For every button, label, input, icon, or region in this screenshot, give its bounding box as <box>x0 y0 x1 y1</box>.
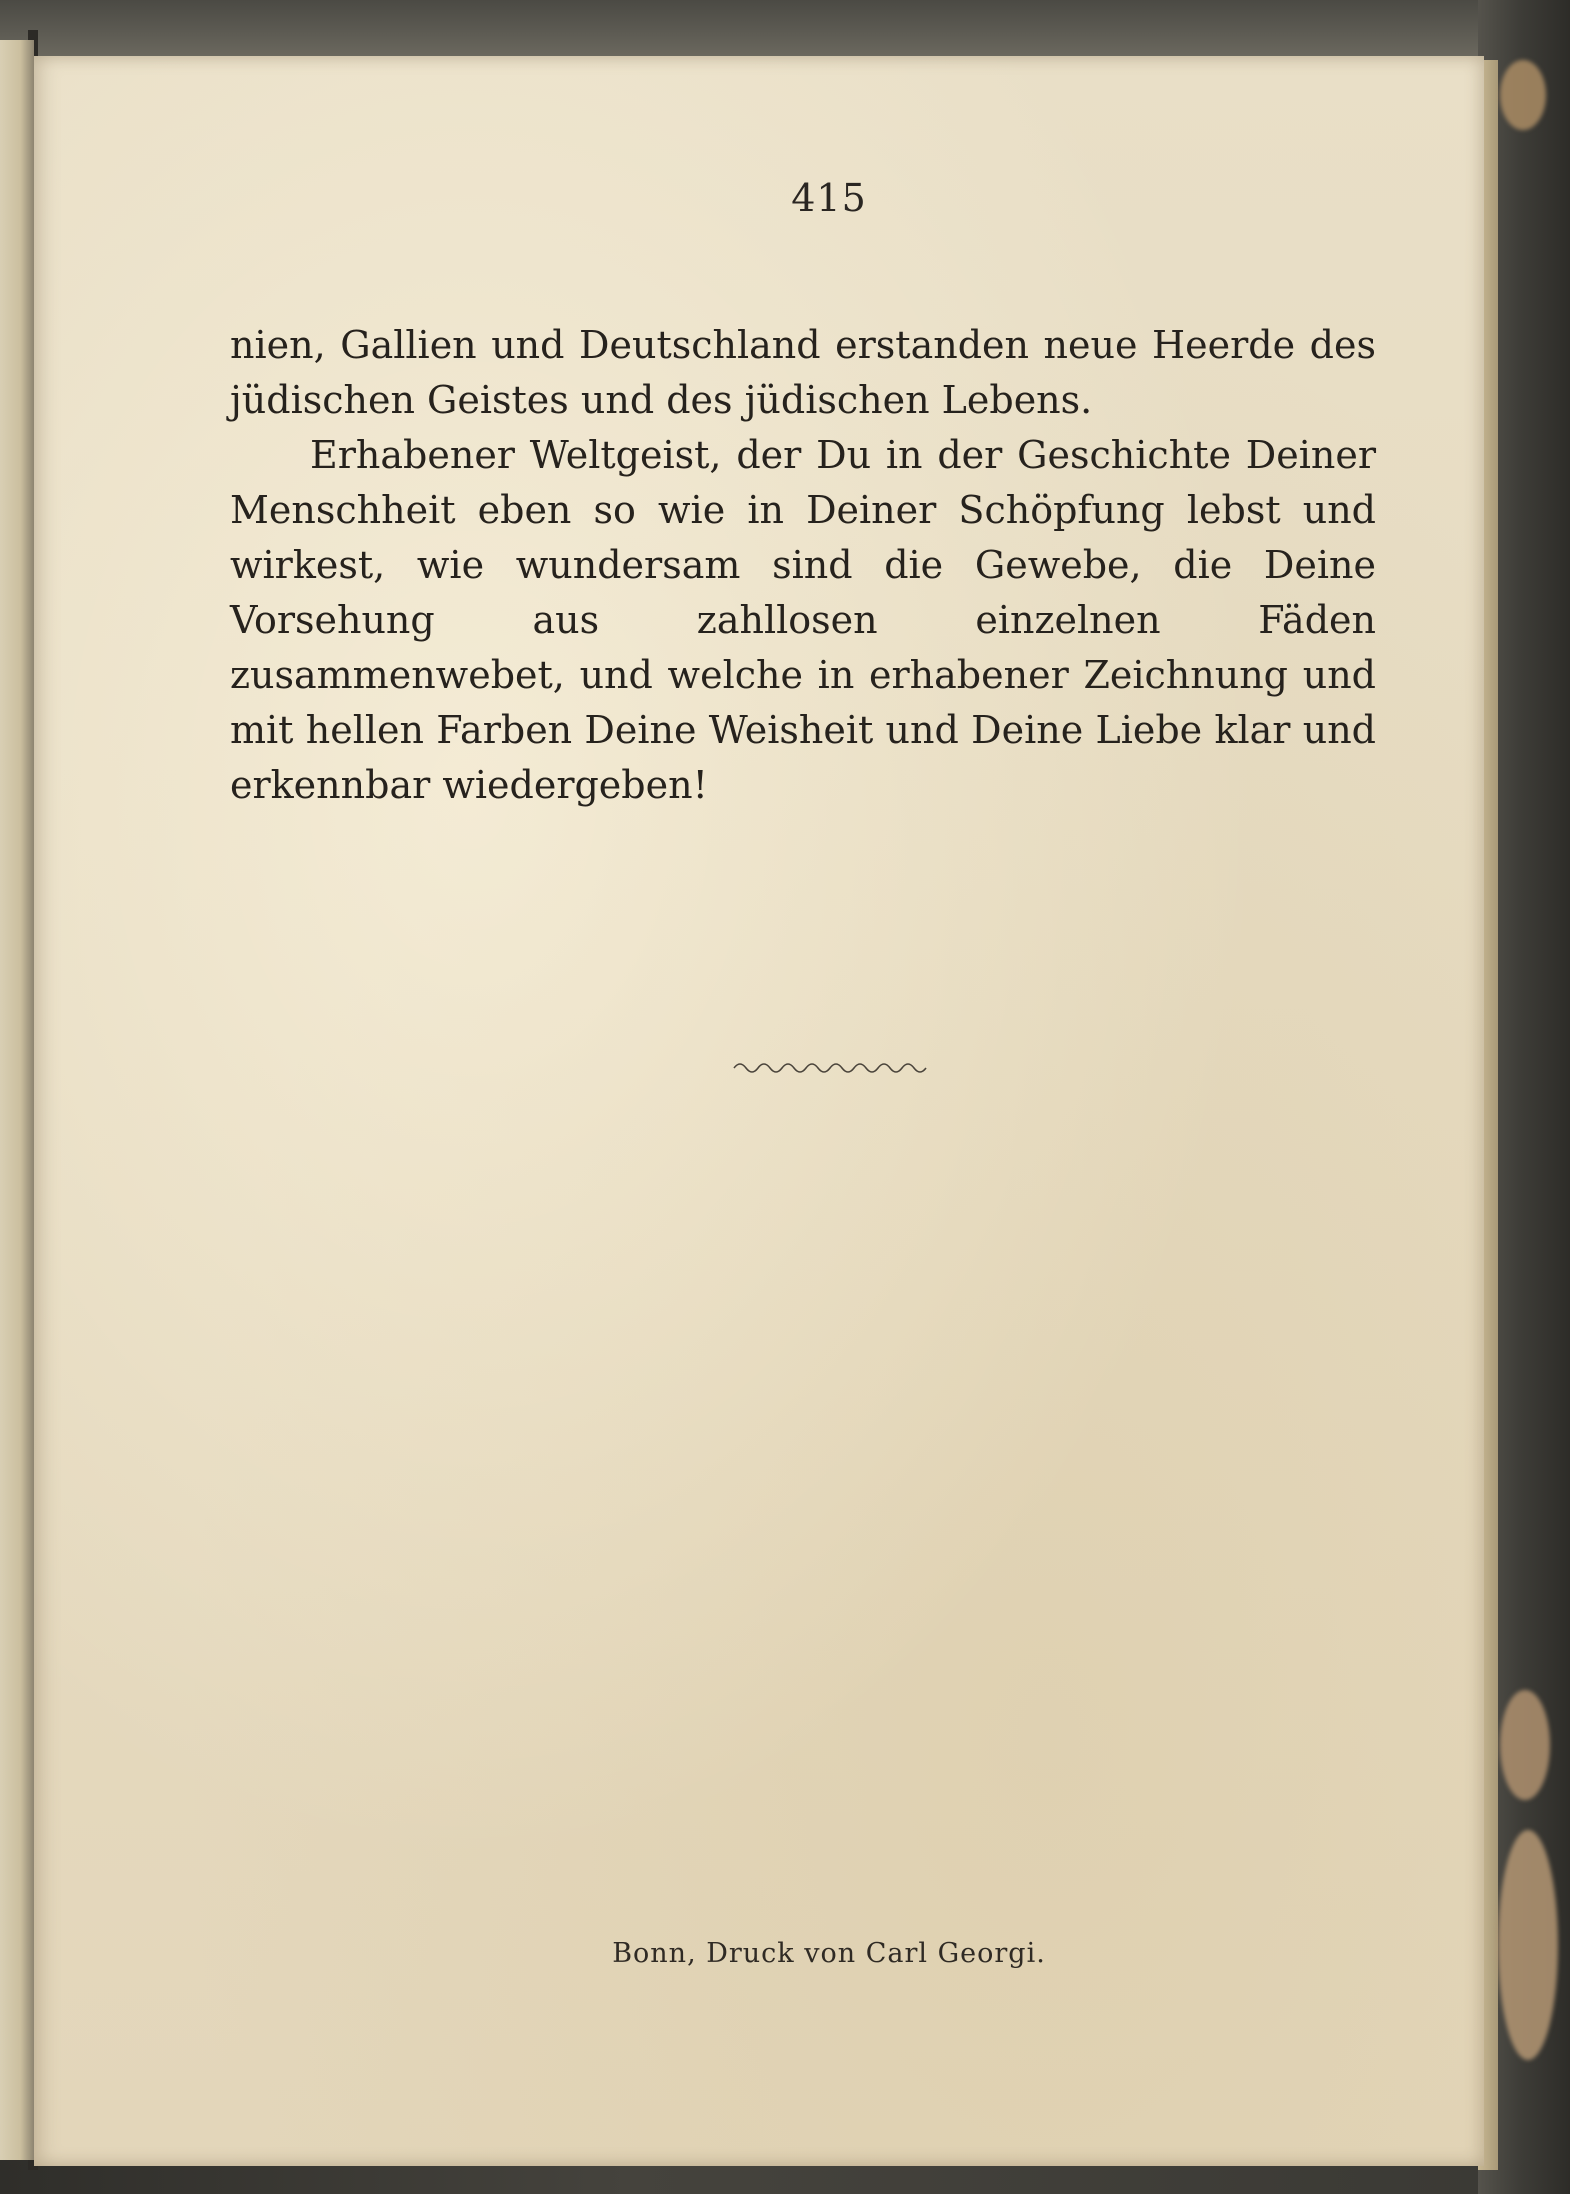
damage-spot-lower <box>1498 1830 1558 2060</box>
cover-board-top <box>0 0 1570 60</box>
paragraph-main: Erhabener Weltgeist, der Du in der Geschichte Deiner Menschheit eben so wie in Deiner Schöpfung lebst und wirkest, wie wundersam sind die Gewebe, die Deine Vorsehung aus zahllosen einzelnen Fäden zusammenwebet, und welche in erhabener Zeichnung und mit hellen Farben Deine Weisheit und Deine Liebe klar und erkennbar wiedergeben! <box>230 433 1376 807</box>
page-number: 415 <box>791 176 867 220</box>
printer-imprint: Bonn, Druck von Carl Georgi. <box>612 1938 1046 1969</box>
book-page <box>34 56 1484 2166</box>
previous-leaf-edge <box>0 40 34 2160</box>
wave-ornament <box>732 1058 932 1078</box>
damage-spot-middle <box>1500 1690 1550 1800</box>
damage-spot-upper <box>1500 60 1546 130</box>
paragraph-continuation: nien, Gallien und Deutschland erstanden neue Heerde des jüdischen Geistes und des jüdischen Lebens. <box>230 323 1376 422</box>
body-text <box>230 318 1376 813</box>
